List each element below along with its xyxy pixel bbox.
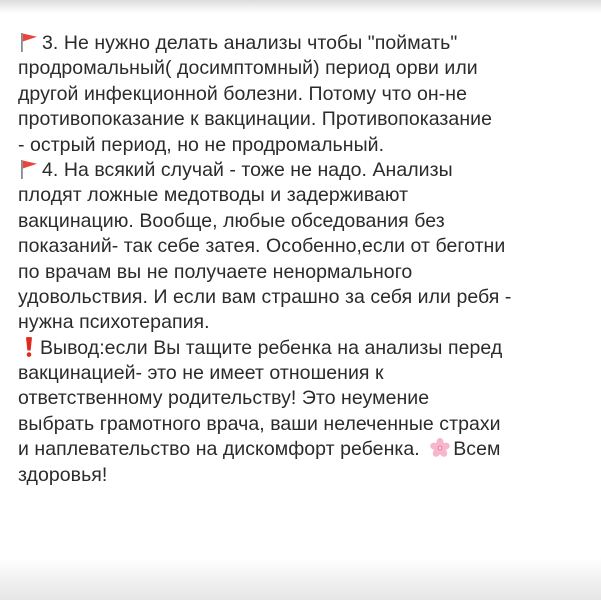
text-line: 4. На всякий случай - тоже не надо. Анализы [18, 158, 593, 183]
text-line: вакцинацию. Вообще, любые обседования без [18, 209, 445, 232]
text-line: показаний- так себе затея. Особенно,если от беготни [18, 235, 506, 258]
cherry-blossom-icon [429, 437, 451, 459]
text-line: 3. Не нужно делать анализы чтобы "поймать" [18, 31, 593, 56]
red-exclamation-icon [22, 336, 36, 358]
text-line: удовольствия. И если вам страшно за себя или ребя - [18, 285, 512, 308]
text-line: по врачам вы не получаете ненормального [18, 260, 413, 283]
triangular-flag-icon [18, 159, 40, 179]
text-line: продромальный( досимптомный) период орви или [18, 57, 478, 80]
triangular-flag-icon [18, 32, 40, 52]
post-text [18, 31, 593, 488]
text-line: - острый период, но не продромальный. [18, 133, 385, 156]
text-line: противопоказание к вакцинации. Противопоказание [18, 108, 492, 131]
text-line: ответственному родительству! Это неумение [18, 387, 430, 410]
text-line: вакцинацией- это не имеет отношения к [18, 362, 384, 385]
text-line: здоровья! [18, 463, 108, 486]
top-edge-shadow [0, 0, 601, 14]
text-line: другой инфекционной болезни. Потому что он-не [18, 82, 467, 105]
text-line: выбрать грамотного врача, ваши нелеченные страхи [18, 412, 501, 435]
text-line: и наплевательство на дискомфорт ребенка. Всем [18, 438, 501, 461]
bottom-edge-shadow [0, 558, 601, 600]
text-line: нужна психотерапия. [18, 311, 210, 334]
text-line: Вывод:если Вы тащите ребенка на анализы перед [18, 336, 593, 361]
text-line: плодят ложные медотводы и задерживают [18, 184, 409, 207]
